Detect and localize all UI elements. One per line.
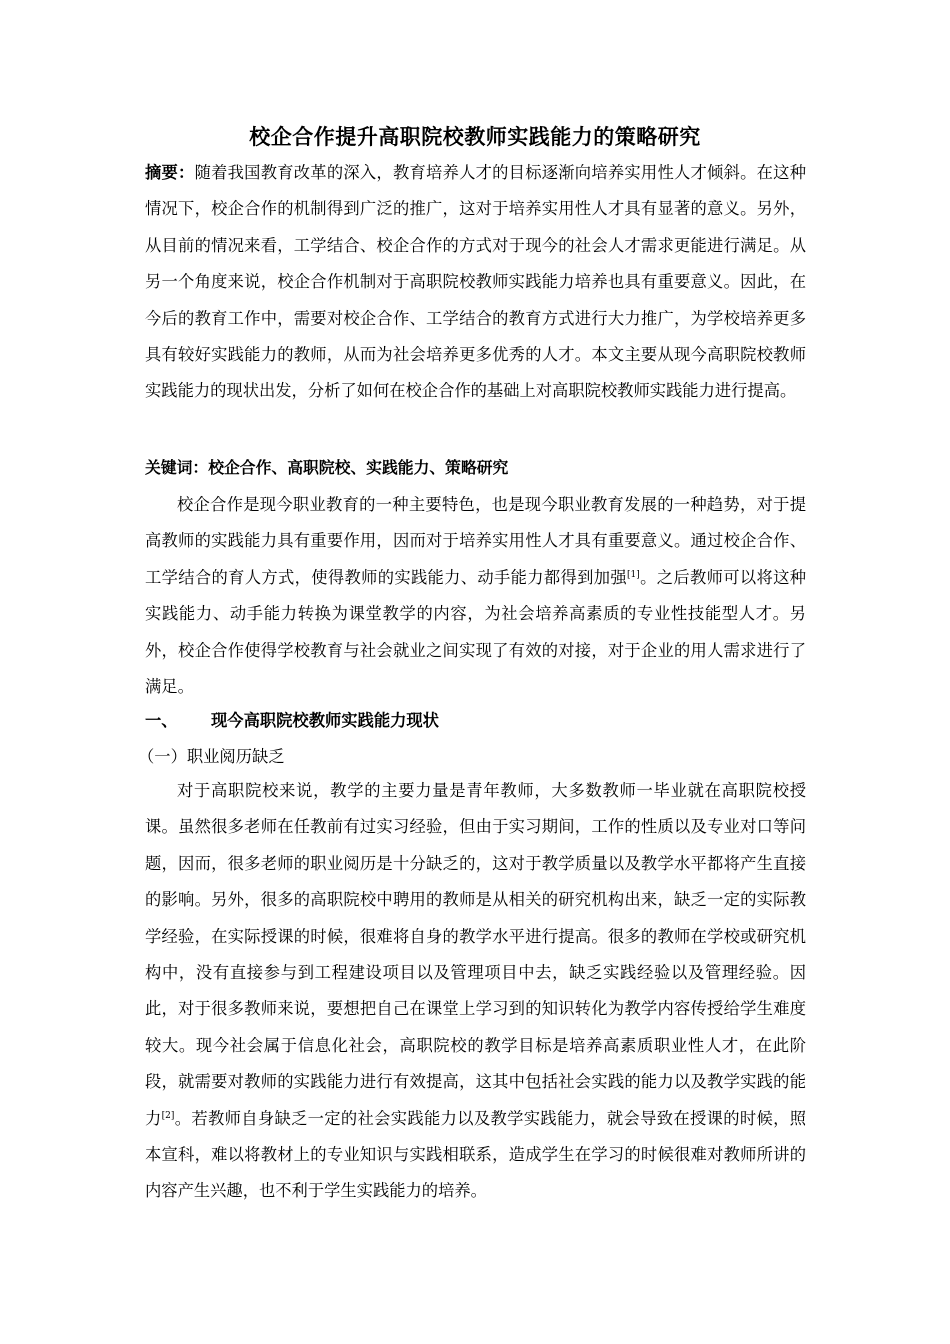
abstract-label: 摘要： — [145, 163, 195, 182]
intro-paragraph — [145, 487, 806, 705]
section-heading — [145, 703, 806, 739]
keywords-text: 校企合作、高职院校、实践能力、策略研究 — [208, 458, 509, 477]
body-text-1: 对于高职院校来说，教学的主要力量是青年教师，大多数教师一毕业就在高职院校授课。虽然很多老师在任教前有过实习经验，但由于实习期间，工作的性质以及专业对口等问题，因而，很多老师的职业阅历是十分缺乏的，这对于教学质量以及教学水平都将产生直接的影响。另外，很多的高职院校中聘用的教师是从相关的研究机构出来，缺乏一定的实际教学经验，在实际授课的时候，很难将自身的教学水平进行提高。很多的教师在学校或研究机构中，没有直接参与到工程建设项目以及管理项目中去，缺乏实践经验以及管理经验。因此，对于很多教师来说，要想把自己在课堂上学习到的知识转化为教学内容传授给学生难度较大。现今社会属于信息化社会，高职院校的教学目标是培养高素质职业性人才，在此阶段，就需要对教师的实践能力进行有效提高，这其中包括社会实践的能力以及教学实践的能力 — [145, 781, 806, 1128]
body-paragraph — [145, 773, 806, 1210]
keywords-line — [145, 450, 806, 486]
abstract-text: 随着我国教育改革的深入，教育培养人才的目标逐渐向培养实用性人才倾斜。在这种情况下，校企合作的机制得到广泛的推广，这对于培养实用性人才具有显著的意义。另外，从目前的情况来看，工学结合、校企合作的方式对于现今的社会人才需求更能进行满足。从另一个角度来说，校企合作机制对于高职院校教师实践能力培养也具有重要意义。因此，在今后的教育工作中，需要对校企合作、工学结合的教育方式进行大力推广，为学校培养更多具有较好实践能力的教师，从而为社会培养更多优秀的人才。本文主要从现今高职院校教师实践能力的现状出发，分析了如何在校企合作的基础上对高职院校教师实践能力进行提高。 — [145, 163, 806, 401]
section-title: 现今高职院校教师实践能力现状 — [211, 711, 439, 730]
intro-text-1: 校企合作是现今职业教育的一种主要特色，也是现今职业教育发展的一种趋势，对于提高教师的实践能力具有重要作用，因而对于培养实用性人才具有重要意义。通过校企合作、工学结合的育人方式，使得教师的实践能力、动手能力都得到加强 — [145, 495, 806, 587]
document-title: 校企合作提升高职院校教师实践能力的策略研究 — [249, 125, 701, 149]
citation-ref-2: [2] — [161, 1110, 175, 1121]
body-text-2: 。若教师自身缺乏一定的社会实践能力以及教学实践能力，就会导致在授课的时候，照本宣科，难以将教材上的专业知识与实践相联系，造成学生在学习的时候很难对教师所讲的内容产生兴趣，也不利于学生实践能力的培养。 — [145, 1108, 806, 1201]
abstract-paragraph — [145, 155, 806, 410]
keywords-label: 关键词： — [145, 458, 209, 477]
section-number: 一、 — [145, 711, 178, 730]
citation-ref-1: [1] — [627, 569, 640, 580]
subsection-heading: （一）职业阅历缺乏 — [138, 747, 285, 766]
intro-text-2: 。之后教师可以将这种实践能力、动手能力转换为课堂教学的内容，为社会培养高素质的专业性技能型人才。另外，校企合作使得学校教育与社会就业之间实现了有效的对接，对于企业的用人需求进行了满足。 — [145, 567, 806, 697]
